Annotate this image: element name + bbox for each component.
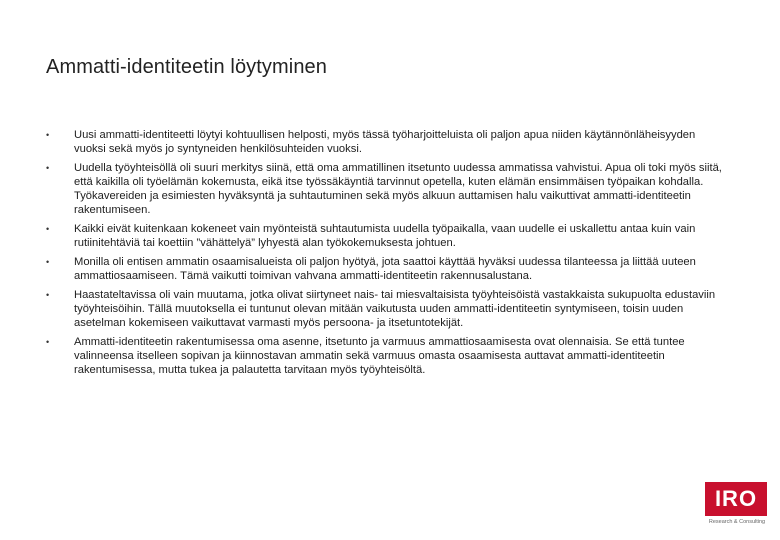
bullet-marker: • <box>46 163 50 173</box>
bullet-text: Haastateltavissa oli vain muutama, jotka olivat siirtyneet nais- tai miesvaltaisista työyhteisöistä vastakkaista sukupuolta edustaviin työyhteisöihin. Tällä muutoksella ei tuntunut olevan mitään vaikutusta uuden ammatti-identiteetin syntymiseen, toisin uuden asetelman kokemiseen vaikuttavat varmasti myös persoona- ja itsetuntotekijät. <box>74 289 716 329</box>
bullet-marker: • <box>46 257 50 267</box>
bullet-list <box>46 128 726 382</box>
logo-tagline: Research & Consulting <box>708 519 766 525</box>
bullet-marker: • <box>46 337 50 347</box>
bullet-text: Uudella työyhteisöllä oli suuri merkitys siinä, että oma ammatillinen itsetunto uudessa ammatissa vahvistui. Apua oli toki myös siitä, että kaikilla oli työelämän kokemusta, eikä itse työssäkäyntiä tarvinnut opetella, kuten elämän ensimmäisen työpaikan kohdalla. Työkavereiden ja esimiesten hyväksyntä ja suhtautuminen sekä myös alkuun auttamisen halu vaikuttivat ammatti-identiteetin rakentumiseen. <box>74 162 722 216</box>
bullet-text: Kaikki eivät kuitenkaan kokeneet vain myönteistä suhtautumista uudella työpaikalla, vaan uudelle ei uskallettu antaa kuin vain rutiinitehtäviä tai koettiin ”vähättelyä” lyhyestä alan työkokemuksesta johtuen. <box>74 223 696 249</box>
bullet-text: Uusi ammatti-identiteetti löytyi kohtuullisen helposti, myös tässä työharjoitteluista oli paljon apua niiden käytännönläheisyyden vuoksi sekä myös jo syntyneiden henkilösuhteiden vuoksi. <box>74 129 696 155</box>
bullet-item <box>46 255 726 283</box>
bullet-marker: • <box>46 130 50 140</box>
bullet-marker: • <box>46 224 50 234</box>
bullet-item <box>46 161 726 217</box>
slide-title: Ammatti-identiteetin löytyminen <box>46 56 327 78</box>
logo-mark: IRO <box>705 482 767 516</box>
iro-logo <box>705 482 769 530</box>
bullet-item <box>46 222 726 250</box>
bullet-text: Ammatti-identiteetin rakentumisessa oma asenne, itsetunto ja varmuus ammattiosaamisesta ovat olennaisia. Se että tuntee valinneensa itselleen sopivan ja kiinnostavan ammatin sekä varmuus omasta osaamisesta auttavat ammatti-identiteetin rakentumisessa, mutta tukea ja palautetta tarvitaan myös työyhteisöltä. <box>74 336 685 376</box>
bullet-item <box>46 335 726 377</box>
bullet-item <box>46 288 726 330</box>
bullet-marker: • <box>46 290 50 300</box>
bullet-text: Monilla oli entisen ammatin osaamisalueista oli paljon hyötyä, jota saattoi käyttää hyväksi uudessa tilanteessa ja liittää uuteen ammattiosaamiseen. Tämä vaikutti toimivan vahvana ammatti-identiteetin rakennusalustana. <box>74 256 696 282</box>
bullet-item <box>46 128 726 156</box>
